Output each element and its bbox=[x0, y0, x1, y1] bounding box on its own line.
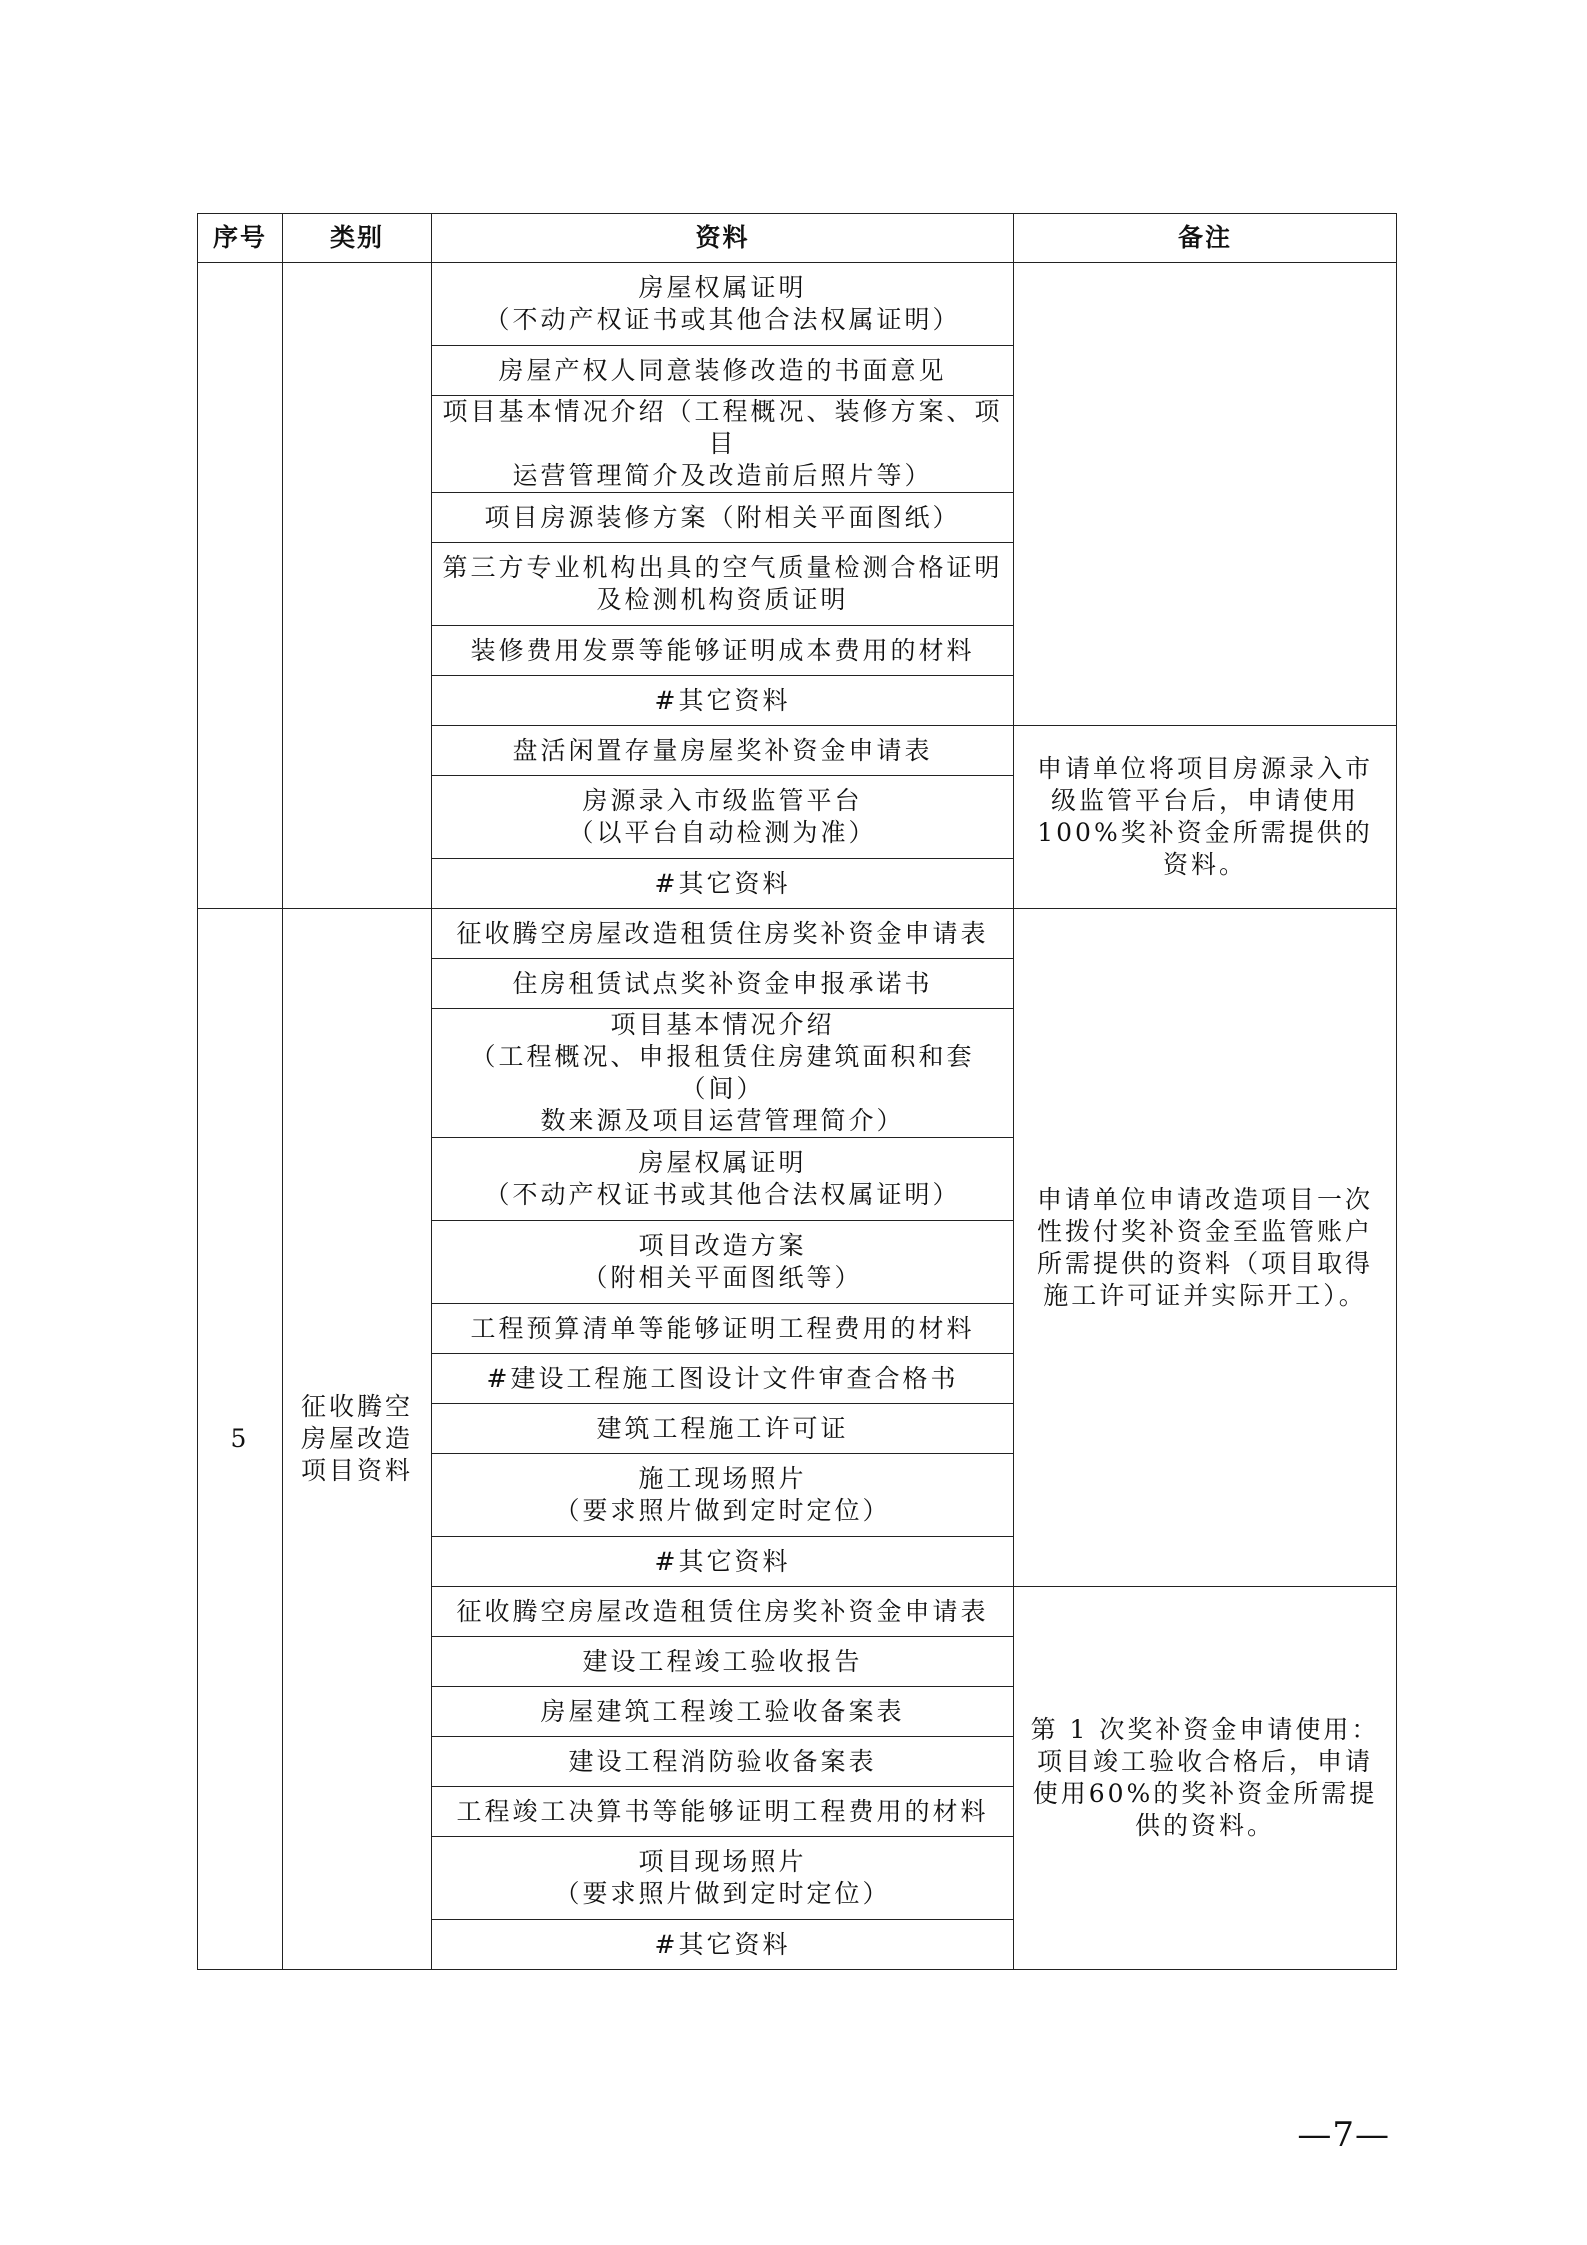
header-category: 类别 bbox=[283, 214, 432, 263]
remark-cell-a bbox=[1014, 263, 1397, 726]
remark-cell-c: 申请单位申请改造项目一次性拨付奖补资金至监管账户所需提供的资料（项目取得施工许可证并实际开工）。 bbox=[1014, 909, 1397, 1587]
materials-table bbox=[197, 213, 1397, 1970]
section-5-category-cell: 征收腾空房屋改造项目资料 bbox=[283, 909, 432, 1970]
header-remarks: 备注 bbox=[1014, 214, 1397, 263]
table-row bbox=[198, 263, 1397, 346]
material-cell: #其它资料 bbox=[432, 1537, 1014, 1587]
remark-cell-d: 第 1 次奖补资金申请使用：项目竣工验收合格后，申请使用60%的奖补资金所需提供的资料。 bbox=[1014, 1587, 1397, 1970]
remark-cell-b: 申请单位将项目房源录入市级监管平台后，申请使用100%奖补资金所需提供的资料。 bbox=[1014, 726, 1397, 909]
material-cell: 项目房源装修方案（附相关平面图纸） bbox=[432, 493, 1014, 543]
material-cell: 征收腾空房屋改造租赁住房奖补资金申请表 bbox=[432, 1587, 1014, 1637]
material-cell: 房屋产权人同意装修改造的书面意见 bbox=[432, 346, 1014, 396]
material-cell: #其它资料 bbox=[432, 1920, 1014, 1970]
material-cell: #其它资料 bbox=[432, 859, 1014, 909]
material-cell: 建筑工程施工许可证 bbox=[432, 1404, 1014, 1454]
material-cell: 项目现场照片 （要求照片做到定时定位） bbox=[432, 1837, 1014, 1920]
table-header-row bbox=[198, 214, 1397, 263]
material-cell: 第三方专业机构出具的空气质量检测合格证明 及检测机构资质证明 bbox=[432, 543, 1014, 626]
material-cell: 征收腾空房屋改造租赁住房奖补资金申请表 bbox=[432, 909, 1014, 959]
material-cell: 房屋建筑工程竣工验收备案表 bbox=[432, 1687, 1014, 1737]
section-4-category-cell bbox=[283, 263, 432, 909]
material-cell: 施工现场照片 （要求照片做到定时定位） bbox=[432, 1454, 1014, 1537]
material-cell: #其它资料 bbox=[432, 676, 1014, 726]
table-row bbox=[198, 909, 1397, 959]
material-cell: 建设工程竣工验收报告 bbox=[432, 1637, 1014, 1687]
header-no: 序号 bbox=[198, 214, 283, 263]
page-number: —7— bbox=[1297, 2115, 1390, 2155]
material-cell: 装修费用发票等能够证明成本费用的材料 bbox=[432, 626, 1014, 676]
material-cell: 工程预算清单等能够证明工程费用的材料 bbox=[432, 1304, 1014, 1354]
material-cell: 工程竣工决算书等能够证明工程费用的材料 bbox=[432, 1787, 1014, 1837]
material-cell: 住房租赁试点奖补资金申报承诺书 bbox=[432, 959, 1014, 1009]
header-materials: 资料 bbox=[432, 214, 1014, 263]
material-cell: 房屋权属证明 （不动产权证书或其他合法权属证明） bbox=[432, 263, 1014, 346]
material-cell: 房屋权属证明 （不动产权证书或其他合法权属证明） bbox=[432, 1138, 1014, 1221]
material-cell: 项目改造方案 （附相关平面图纸等） bbox=[432, 1221, 1014, 1304]
material-cell: 建设工程消防验收备案表 bbox=[432, 1737, 1014, 1787]
material-cell: 盘活闲置存量房屋奖补资金申请表 bbox=[432, 726, 1014, 776]
material-cell: 项目基本情况介绍 （工程概况、申报租赁住房建筑面积和套（间） 数来源及项目运营管理简介） bbox=[432, 1009, 1014, 1138]
material-cell: #建设工程施工图设计文件审查合格书 bbox=[432, 1354, 1014, 1404]
section-5-no-cell: 5 bbox=[198, 909, 283, 1970]
section-4-no-cell bbox=[198, 263, 283, 909]
material-cell: 房源录入市级监管平台 （以平台自动检测为准） bbox=[432, 776, 1014, 859]
material-cell: 项目基本情况介绍（工程概况、装修方案、项目 运营管理简介及改造前后照片等） bbox=[432, 396, 1014, 493]
